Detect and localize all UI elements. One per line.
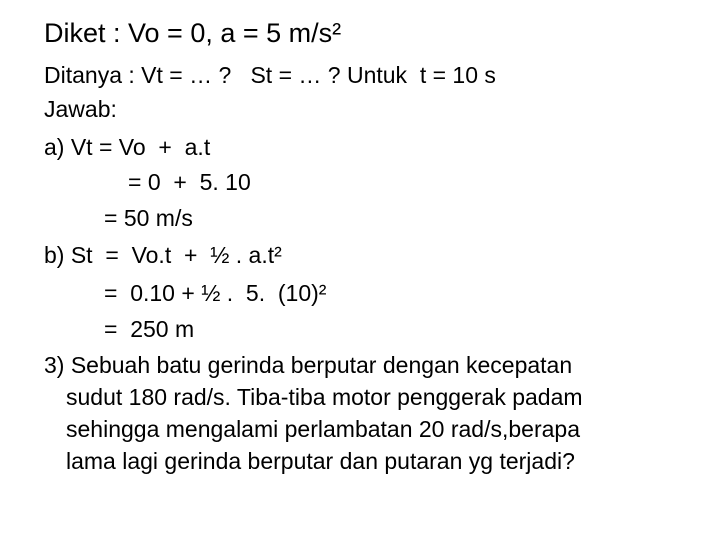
- part-b-formula: b) St = Vo.t + ½ . a.t²: [44, 242, 282, 268]
- problem-3-line-2: sudut 180 rad/s. Tiba-tiba motor penggerak padam: [66, 384, 583, 410]
- part-b-result: = 250 m: [104, 316, 195, 342]
- problem-3-line-4: lama lagi gerinda berputar dan putaran yg terjadi?: [66, 448, 575, 474]
- part-a-result: = 50 m/s: [104, 205, 193, 231]
- part-a-substitution: = 0 + 5. 10: [128, 169, 251, 195]
- part-a-formula: a) Vt = Vo + a.t: [44, 134, 211, 160]
- answer-heading: Jawab:: [44, 96, 117, 122]
- problem-3-line-1: 3) Sebuah batu gerinda berputar dengan kecepatan: [44, 352, 573, 378]
- slide-title: Diket : Vo = 0, a = 5 m/s²: [44, 18, 342, 48]
- part-b-substitution: = 0.10 + ½ . 5. (10)²: [104, 280, 327, 306]
- problem-3-line-3: sehingga mengalami perlambatan 20 rad/s,berapa: [66, 416, 580, 442]
- question-line: Ditanya : Vt = … ? St = … ? Untuk t = 10 s: [44, 62, 496, 88]
